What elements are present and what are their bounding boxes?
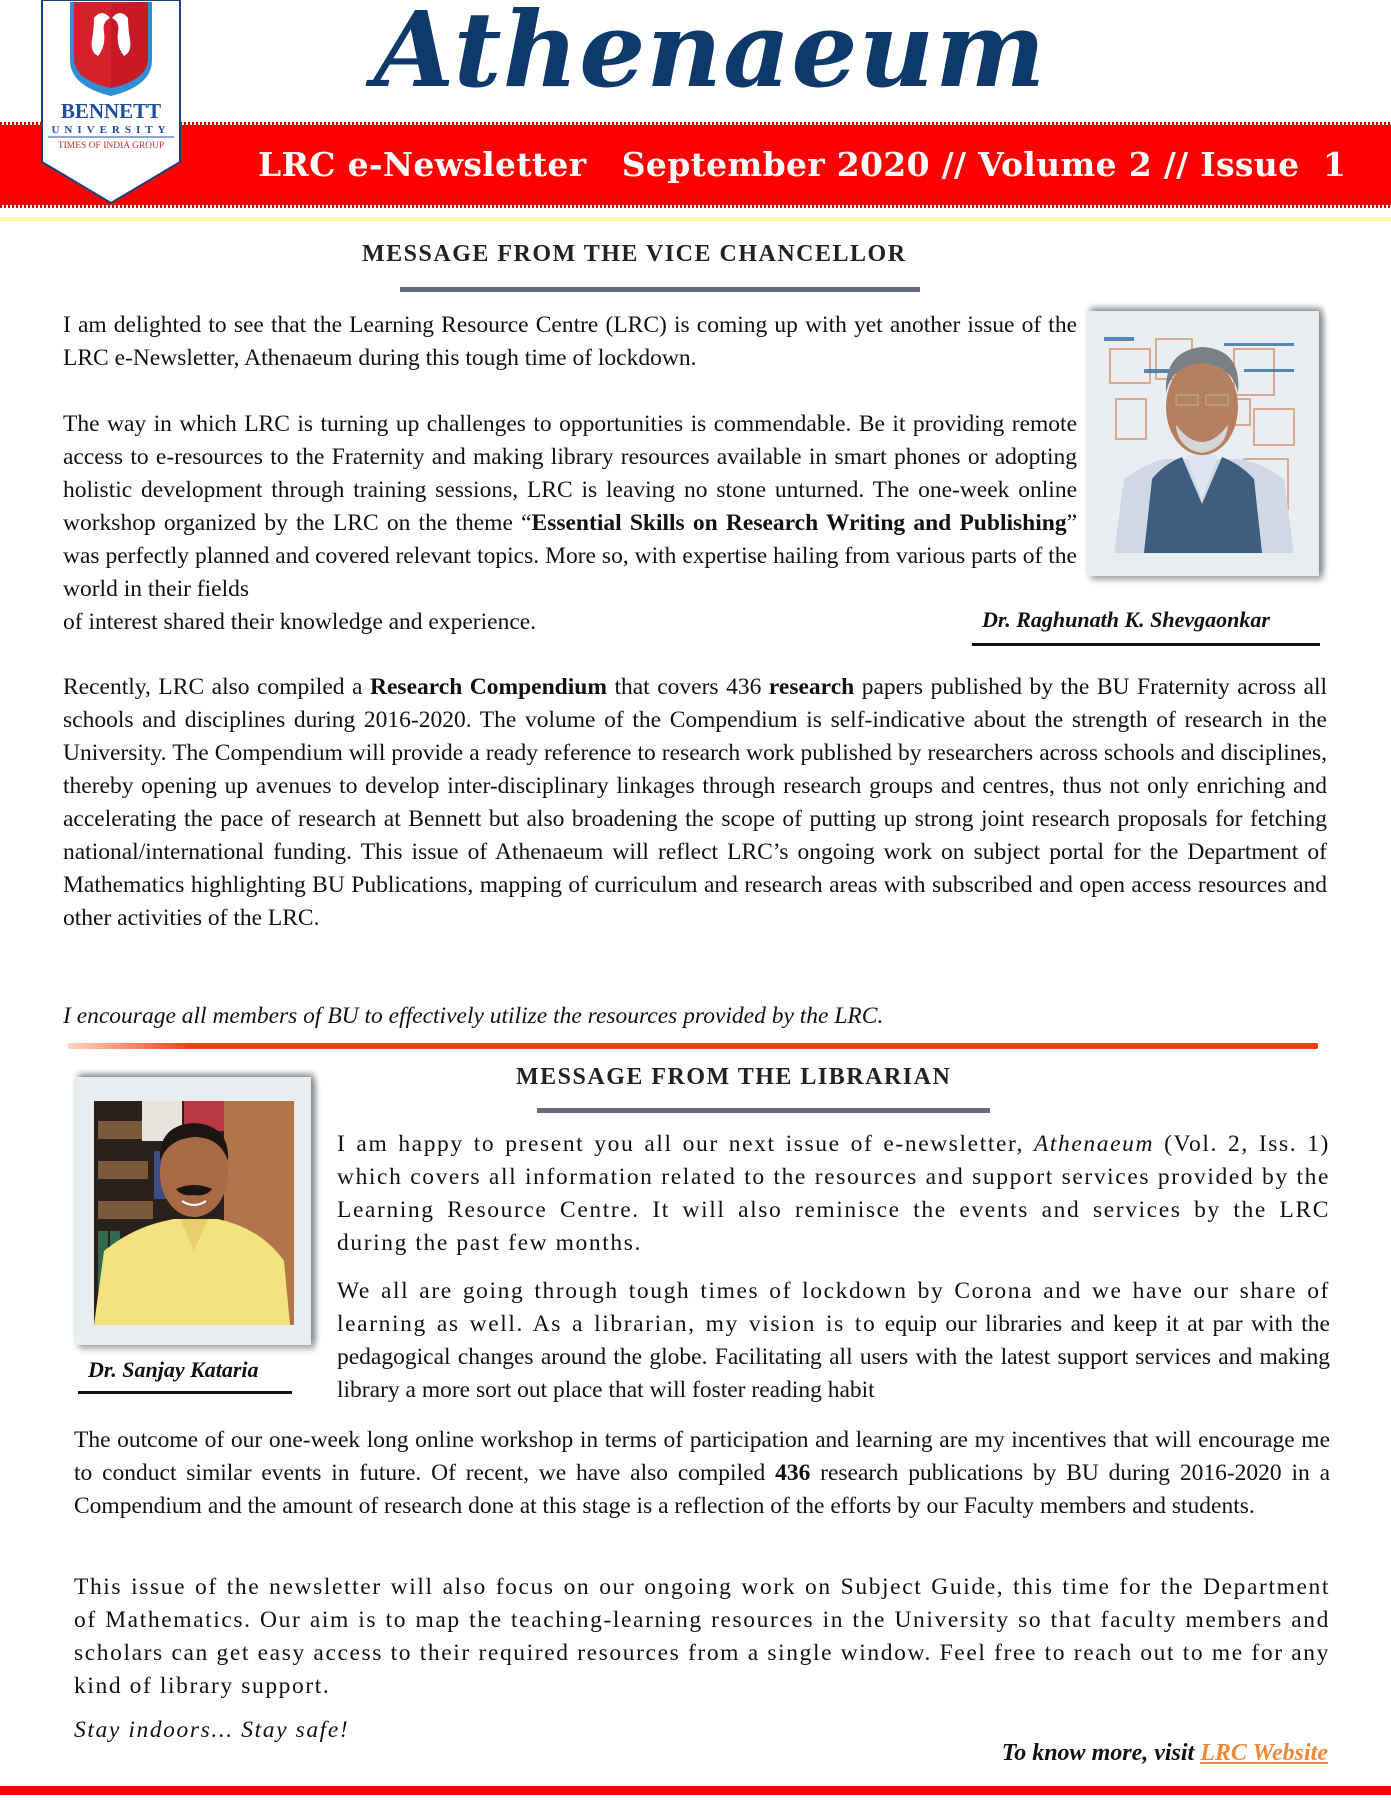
svg-text:UNIVERSITY: UNIVERSITY bbox=[51, 124, 171, 136]
header-yellow-rule bbox=[0, 217, 1391, 221]
vc-heading-rule bbox=[400, 287, 920, 292]
vc-caption-rule bbox=[972, 643, 1320, 646]
banner-dotted-border-bottom bbox=[0, 205, 1391, 208]
vc-paragraph-2-end: of interest shared their knowledge and experience. bbox=[63, 609, 537, 635]
librarian-paragraph-3: The outcome of our one-week long online workshop in terms of participation and learning are my incentives that will encourage me to conduct similar events in future. Of recent, we have also compiled 436 research publications by BU during 2016-2020 in a Compendium and the amount of research done at this stage is a reflection of the efforts by our Faculty members and students. bbox=[74, 1427, 1330, 1519]
vc-section-heading: MESSAGE FROM THE VICE CHANCELLOR bbox=[362, 241, 907, 267]
svg-text:BENNETT: BENNETT bbox=[60, 99, 162, 123]
librarian-paragraph-1: I am happy to present you all our next issue of e-newsletter, Athenaeum (Vol. 2, Iss. 1) which covers all information related to the resources and support services provided by the Learning Resource Centre. It will also reminisce the events and services by the LRC during the past few months. bbox=[337, 1131, 1330, 1256]
librarian-heading-rule bbox=[537, 1108, 990, 1113]
bennett-university-logo bbox=[40, 0, 182, 205]
footer-prompt: To know more, visit bbox=[1001, 1740, 1201, 1766]
section-divider bbox=[68, 1043, 1318, 1049]
vc-paragraph-2: The way in which LRC is turning up challenges to opportunities is commendable. Be it providing remote access to e-resources to the Fraternity and making library resources available in smart phones or adopting holistic development through training sessions, LRC is leaving no stone unturned. The one-week online workshop organized by the LRC on the theme “Essential Skills on Research Writing and Publishing” was perfectly planned and covered relevant topics. More so, with expertise hailing from various parts of the world in their fields bbox=[63, 411, 1078, 602]
vc-paragraph-3: Recently, LRC also compiled a Research Compendium that covers 436 research papers published by the BU Fraternity across all schools and disciplines during 2016-2020. The volume of the Compendium is self-indicative about the strength of research in the University. The Compendium will provide a ready reference to research work published by researchers across schools and disciplines, thereby opening up avenues to develop inter-disciplinary linkages through research groups and centres, thus not only enriching and accelerating the pace of research at Bennett but also broadening the scope of putting up strong joint research proposals for fetching national/international funding. This issue of Athenaeum will reflect LRC’s ongoing work on subject portal for the Department of Mathematics highlighting BU Publications, mapping of curriculum and research areas with subscribed and open access resources and other activities of the LRC. bbox=[63, 674, 1327, 931]
vc-photo bbox=[1104, 329, 1300, 553]
librarian-name-caption: Dr. Sanjay Kataria bbox=[88, 1357, 259, 1382]
issue-info: LRC e-Newsletter September 2020 // Volume 2 // Issue 1 bbox=[258, 145, 1347, 184]
librarian-signoff: Stay indoors... Stay safe! bbox=[74, 1717, 350, 1743]
librarian-paragraph-4: This issue of the newsletter will also focus on our ongoing work on Subject Guide, this time for the Department of Mathematics. Our aim is to map the teaching-learning resources in the University so that faculty members and scholars can get easy access to their required resources from a single window. Feel free to reach out to me for any kind of library support. bbox=[74, 1574, 1330, 1699]
footer-red-bar bbox=[0, 1786, 1391, 1795]
lrc-website-link[interactable]: LRC Website bbox=[1200, 1740, 1328, 1766]
vc-name-caption: Dr. Raghunath K. Shevgaonkar bbox=[982, 607, 1270, 632]
newsletter-masthead: Athenaeum bbox=[373, 0, 1047, 111]
librarian-section-heading: MESSAGE FROM THE LIBRARIAN bbox=[516, 1064, 952, 1090]
svg-text:TIMES OF INDIA GROUP: TIMES OF INDIA GROUP bbox=[57, 141, 165, 151]
librarian-photo-frame bbox=[75, 1077, 311, 1345]
vc-photo-frame bbox=[1087, 311, 1319, 576]
librarian-photo bbox=[94, 1101, 294, 1325]
librarian-caption-rule bbox=[78, 1391, 292, 1394]
vc-paragraph-1: I am delighted to see that the Learning Resource Centre (LRC) is coming up with yet another issue of the LRC e-Newsletter, Athenaeum during this tough time of lockdown. bbox=[63, 312, 1077, 371]
librarian-paragraph-2: We all are going through tough times of lockdown by Corona and we have our share of learning as well. As a librarian, my vision is to equip our libraries and keep it at par with the pedagogical changes around the globe. Facilitating all users with the latest support services and making library a more sort out place that will foster reading habit bbox=[337, 1278, 1330, 1403]
vc-closing-line: I encourage all members of BU to effectively utilize the resources provided by the LRC. bbox=[63, 1003, 884, 1029]
footer-visit-line bbox=[1002, 1740, 1328, 1767]
